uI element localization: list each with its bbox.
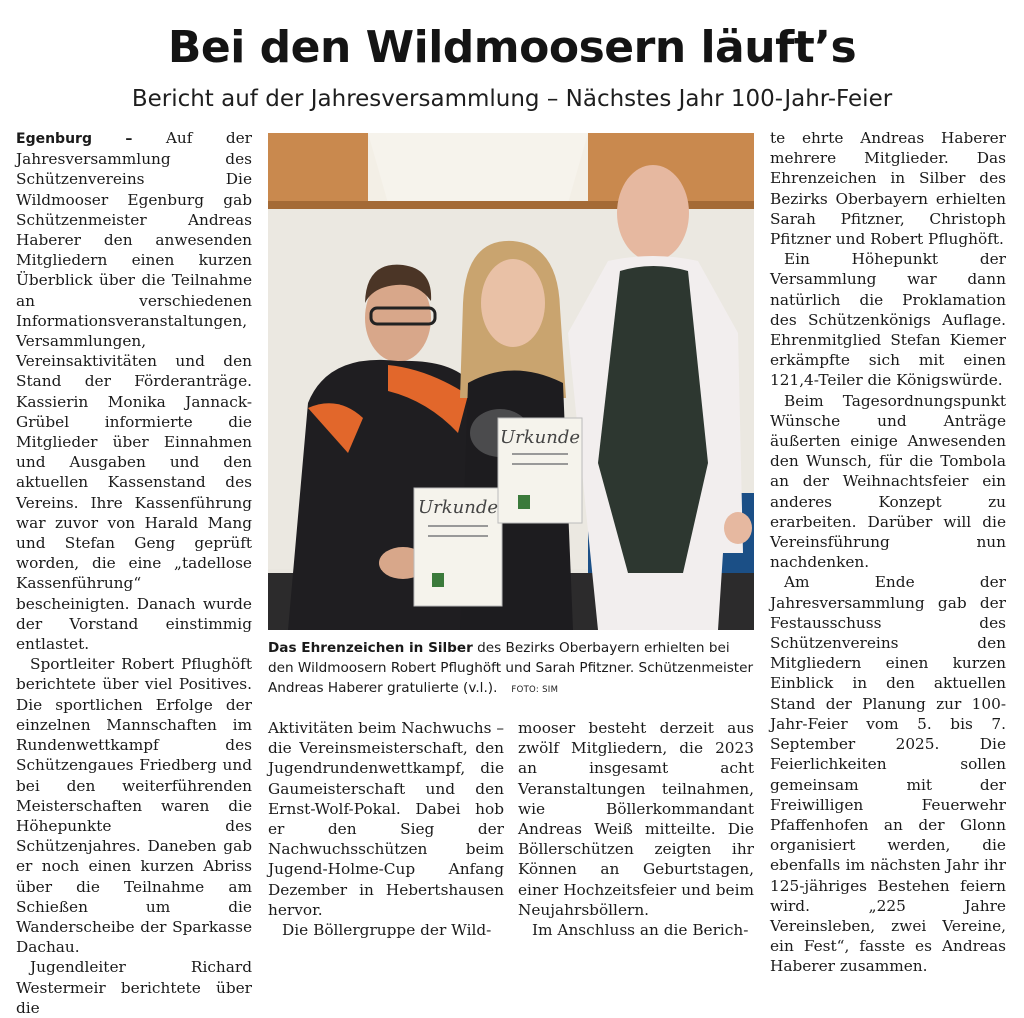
paragraph-11: Am Ende der Jahresversammlung gab der Festausschuss des Schützenvereins den Mitgliedern einen kurzen Einblick in den aktuellen Stand der Planung zur 100-Jahr-Feier vom 5. bis 7. September 2025. Die Feierlichkeiten sollen gemeinsam mit der Freiwilligen Feuerwehr Pfaffenhofen an der Glonn organisiert werden, die ebenfalls im nächsten Jahr ihr 125-jähriges Bestehen feiern wird. „225 Jahre Vereinsleben, zwei Vereine, ein Fest“, fasste es Andreas Haberer zusammen. <box>770 573 1006 976</box>
article-photo <box>268 133 754 630</box>
headline: Bei den Wildmoosern läuft’s <box>167 22 857 73</box>
paragraph-3: Jugendleiter Richard Westermeir berichtete über die <box>16 958 252 1017</box>
text-column-4 <box>770 128 1006 977</box>
paragraph-1-text: Auf der Jahresversammlung des Schützenvereins Die Wildmooser Egenburg gab Schützenmeister Andreas Haberer den anwesenden Mitgliedern einen kurzen Überblick über die Teilnahme an verschiedenen Informationsveranstaltungen, Versammlungen, Vereinsaktivitäten und den Stand der Förderanträge. Kassierin Monika Jannack-Grübel informierte die Mitglieder über Einnahmen und Ausgaben und den aktuellen Kassenstand des Vereins. Ihre Kassenführung war zuvor von Harald Mang und Stefan Geng geprüft worden, die eine „tadellose Kassenführung“ bescheinigten. Danach wurde der Vorstand einstimmig entlastet. <box>16 129 252 654</box>
paragraph-6: mooser besteht derzeit aus zwölf Mitgliedern, die 2023 an insgesamt acht Veranstaltungen teilnahmen, wie Böllerkommandant Andreas Weiß mitteilte. Die Böllerschützen zeigten ihr Können an Geburtstagen, einer Hochzeitsfeier und beim Neujahrsböllern. <box>518 719 754 919</box>
certificate-left-title: Urkunde <box>417 497 499 518</box>
paragraph-7: Im Anschluss an die Berich- <box>532 921 749 940</box>
certificate-left <box>414 488 502 606</box>
certificate-right-title: Urkunde <box>499 427 581 448</box>
caption-lead: Das Ehrenzeichen in Silber <box>268 640 473 656</box>
caption-text: des Bezirks Oberbayern erhielten bei den Wildmoosern Robert Pflughöft und Sarah Pfitzner. Schützenmeister Andreas Haberer gratulierte (v.l.). <box>268 640 754 696</box>
text-column-1 <box>16 128 252 1018</box>
paragraph-10: Beim Tagesordnungspunkt Wünsche und Anträge äußerten einige Anwesenden den Wunsch, für die Tombola an der Weihnachtsfeier ein anderes Konzept zu erarbeiten. Darüber will die Vereinsführung nun nachdenken. <box>770 391 1006 572</box>
paragraph-2: Sportleiter Robert Pflughöft berichtete über viel Positives. Die sportlichen Erfolge der einzelnen Mannschaften im Rundenwettkampf des Schützengaues Friedberg und bei den weiterführenden Meisterschaften waren die Höhepunkte des Schützenjahres. Daneben gab er noch einen kurzen Abriss über die Teilnahme am Schießen um die Wanderscheibe der Sparkasse Dachau. <box>16 655 252 957</box>
paragraph-9: Ein Höhepunkt der Versammlung war dann natürlich die Proklamation des Schützenkönigs Auflage. Ehrenmitglied Stefan Kiemer erkämpfte sich mit einen 121,4-Teiler die Königswürde. <box>770 250 1006 390</box>
certificate-right <box>498 418 582 523</box>
photo-credit: FOTO: SIM <box>511 685 559 695</box>
text-column-2 <box>268 718 504 940</box>
subheadline: Bericht auf der Jahresversammlung – Nächstes Jahr 100-Jahr-Feier <box>131 86 893 112</box>
paragraph-5: Die Böllergruppe der Wild- <box>282 921 492 940</box>
photo-caption <box>268 638 754 700</box>
paragraph-4: Aktivitäten beim Nachwuchs – die Vereinsmeisterschaft, den Jugendrundenwettkampf, die Gaumeisterschaft und den Ernst-Wolf-Pokal. Dabei hob er den Sieg der Nachwuchsschützen beim Jugend-Holme-Cup Anfang Dezember in Hebertshausen hervor. <box>268 719 504 919</box>
text-column-3 <box>518 718 754 940</box>
dateline: Egenburg – <box>16 131 133 147</box>
paragraph-8: te ehrte Andreas Haberer mehrere Mitglieder. Das Ehrenzeichen in Silber des Bezirks Oberbayern erhielten Sarah Pfitzner, Christoph Pfitzner und Robert Pflughöft. <box>770 129 1006 249</box>
paragraph-1 <box>16 128 252 654</box>
